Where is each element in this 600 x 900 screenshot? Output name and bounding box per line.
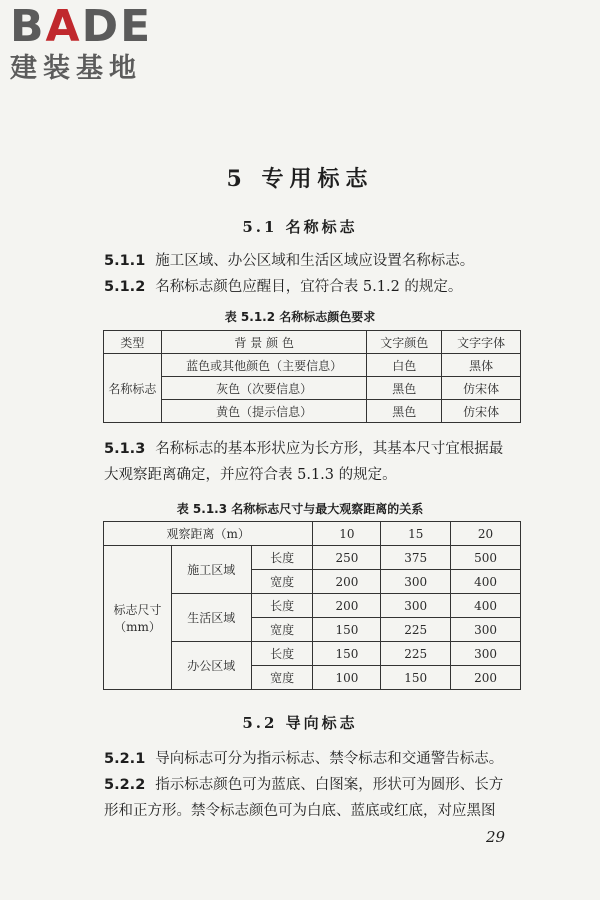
clause-text-line-2: 形和正方形。禁令标志颜色可为白底、蓝底或红底，对应黑图 — [104, 803, 496, 819]
table-caption-5-1-3: 表 5.1.3 名称标志尺寸与最大观察距离的关系 — [176, 502, 424, 516]
dimension-cell: 长度 — [251, 546, 313, 570]
clause-text-line-1: 名称标志的基本形状应为长方形，其基本尺寸宜根据最 — [155, 441, 504, 457]
dimension-cell: 长度 — [251, 642, 313, 666]
zone-cell: 生活区域 — [171, 594, 251, 642]
table-cell: 仿宋体 — [442, 377, 521, 400]
logo-letter-b: B — [10, 1, 46, 52]
clause-number: 5.1.2 — [104, 279, 146, 295]
table-cell: 150 — [381, 666, 451, 690]
table-cell: 225 — [381, 642, 451, 666]
table-cell: 黑色 — [367, 377, 442, 400]
table-cell: 225 — [381, 618, 451, 642]
table-cell: 400 — [451, 570, 521, 594]
table-row — [104, 400, 521, 423]
clause-5-2-2 — [104, 772, 524, 824]
clause-5-1-1 — [104, 248, 524, 274]
header-cell: 背 景 颜 色 — [161, 331, 366, 354]
type-cell: 名称标志 — [104, 354, 162, 423]
size-label-cell — [104, 546, 172, 690]
clause-5-2-1 — [104, 746, 524, 772]
logo-letter-a: A — [45, 1, 82, 52]
size-label-line-2: （mm） — [114, 619, 161, 634]
logo — [10, 1, 180, 86]
header-cell: 20 — [451, 522, 521, 546]
table-row — [104, 354, 521, 377]
table-cell: 150 — [313, 618, 381, 642]
section-title-5-2: 5.2 导向标志 — [242, 714, 358, 732]
zone-cell: 施工区域 — [171, 546, 251, 594]
header-cell: 文字字体 — [442, 331, 521, 354]
header-cell: 10 — [313, 522, 381, 546]
table-cell: 蓝色或其他颜色（主要信息） — [161, 354, 366, 377]
clause-number: 5.2.1 — [104, 751, 146, 767]
clause-text-line-2: 大观察距离确定，并应符合表 5.1.3 的规定。 — [104, 467, 397, 483]
chapter-title: 5 专用标志 — [226, 166, 374, 192]
clause-text-line-1: 指示标志颜色可为蓝底、白图案，形状可为圆形、长方 — [155, 777, 504, 793]
table-row — [104, 546, 521, 570]
dimension-cell: 宽度 — [251, 570, 313, 594]
table-header-row — [104, 522, 521, 546]
table-cell: 200 — [451, 666, 521, 690]
logo-letters-de: DE — [81, 1, 153, 52]
header-cell: 类型 — [104, 331, 162, 354]
table-cell: 150 — [313, 642, 381, 666]
section-title-5-1: 5.1 名称标志 — [242, 218, 358, 236]
table-cell: 375 — [381, 546, 451, 570]
table-cell: 黑体 — [442, 354, 521, 377]
table-cell: 250 — [313, 546, 381, 570]
table-cell: 黑色 — [367, 400, 442, 423]
table-cell: 200 — [313, 594, 381, 618]
logo-subtitle: 建装基地 — [10, 53, 142, 84]
table-header-row — [104, 331, 521, 354]
header-cell: 文字颜色 — [367, 331, 442, 354]
table-cell: 100 — [313, 666, 381, 690]
table-cell: 200 — [313, 570, 381, 594]
clause-text: 导向标志可分为指示标志、禁令标志和交通警告标志。 — [155, 751, 504, 767]
table-5-1-2 — [103, 330, 521, 423]
table-cell: 黄色（提示信息） — [161, 400, 366, 423]
table-cell: 300 — [381, 594, 451, 618]
dimension-cell: 长度 — [251, 594, 313, 618]
table-5-1-3 — [103, 521, 521, 690]
table-cell: 400 — [451, 594, 521, 618]
page-number: 29 — [486, 828, 506, 846]
clause-number: 5.1.1 — [104, 253, 146, 269]
dimension-cell: 宽度 — [251, 666, 313, 690]
table-cell: 灰色（次要信息） — [161, 377, 366, 400]
clause-number: 5.1.3 — [104, 441, 146, 457]
logo-wordmark — [10, 1, 180, 52]
dimension-cell: 宽度 — [251, 618, 313, 642]
table-cell: 白色 — [367, 354, 442, 377]
table-caption-5-1-2: 表 5.1.2 名称标志颜色要求 — [224, 310, 376, 324]
header-cell: 观察距离（m） — [104, 522, 313, 546]
table-cell: 500 — [451, 546, 521, 570]
header-cell: 15 — [381, 522, 451, 546]
clause-5-1-3 — [104, 436, 524, 488]
table-cell: 300 — [381, 570, 451, 594]
clause-text: 施工区域、办公区域和生活区域应设置名称标志。 — [155, 253, 475, 269]
table-cell: 300 — [451, 618, 521, 642]
table-cell: 仿宋体 — [442, 400, 521, 423]
clause-number: 5.2.2 — [104, 777, 146, 793]
table-row — [104, 377, 521, 400]
zone-cell: 办公区域 — [171, 642, 251, 690]
clause-text: 名称标志颜色应醒目，宜符合表 5.1.2 的规定。 — [155, 279, 463, 295]
table-cell: 300 — [451, 642, 521, 666]
clause-5-1-2 — [104, 274, 524, 300]
size-label-line-1: 标志尺寸 — [113, 602, 162, 617]
